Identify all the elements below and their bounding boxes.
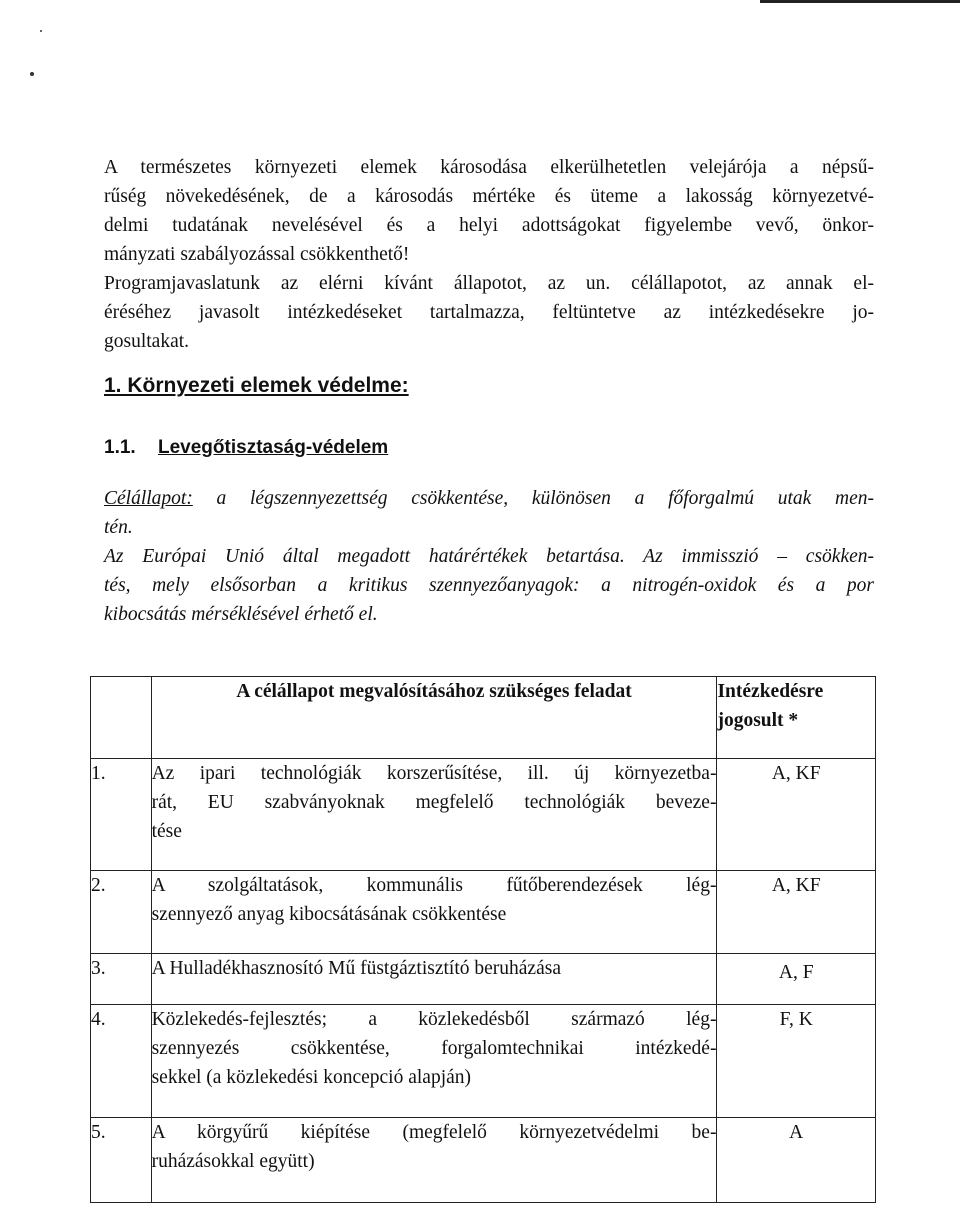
intro-line: mányzati szabályozással csökkenthető!	[104, 244, 410, 265]
task-line: Az ipari technológiák korszerűsítése, ill. új környezetba-	[151, 763, 717, 784]
task-line: A szolgáltatások, kommunális fűtőberendezések lég-	[151, 875, 717, 896]
task-line: Közlekedés-fejlesztés; a közlekedésből származó lég-	[151, 1009, 717, 1030]
goal-line: tés, mely elsősorban a kritikus szennyezőanyagok: a nitrogén-oxidok és a por	[104, 575, 874, 596]
task-line: sekkel (a közlekedési koncepció alapján)	[151, 1067, 472, 1088]
subsection-title: Levegőtisztaság-védelem	[158, 437, 389, 458]
table-header-row	[91, 677, 876, 759]
goal-paragraph	[104, 484, 874, 629]
scan-top-rule	[760, 0, 960, 3]
task-table	[90, 676, 876, 1203]
intro-line: delmi tudatának nevelésével és a helyi adottságokat figyelembe vevő, önkor-	[104, 215, 874, 236]
header-number-cell	[91, 677, 152, 759]
row-task	[151, 1118, 717, 1203]
goal-line-1	[104, 484, 874, 513]
table-row	[91, 759, 876, 871]
table-row	[91, 871, 876, 954]
intro-paragraph	[104, 153, 874, 356]
goal-line: tén.	[104, 517, 133, 538]
task-line: A Hulladékhasznosító Mű füstgáztisztító beruházása	[151, 958, 561, 979]
header-responsible-cell	[717, 677, 876, 759]
row-responsible: F, K	[717, 1005, 876, 1118]
row-number: 2.	[91, 871, 152, 954]
intro-line: gosultakat.	[104, 331, 190, 352]
header-responsible-line: jogosult *	[717, 710, 799, 731]
row-responsible: A, F	[717, 954, 876, 1005]
goal-line: kibocsátás mérséklésével érhető el.	[104, 604, 378, 625]
intro-line: Programjavaslatunk az elérni kívánt állapotot, az un. célállapotot, az annak el-	[104, 273, 874, 294]
goal-text: a légszennyezettség csökkentése, különösen a főforgalmú utak men-	[192, 488, 874, 509]
row-number: 3.	[91, 954, 152, 1005]
row-number: 5.	[91, 1118, 152, 1203]
scan-speck	[40, 30, 42, 32]
goal-line: Az Európai Unió által megadott határértékek betartása. Az immisszió – csökken-	[104, 546, 874, 567]
row-task	[151, 1005, 717, 1118]
row-task	[151, 954, 717, 1005]
table-row	[91, 1005, 876, 1118]
row-responsible: A, KF	[717, 759, 876, 871]
scan-speck	[30, 72, 34, 76]
intro-line: A természetes környezeti elemek károsodása elkerülhetetlen velejárója a népsű-	[104, 157, 874, 178]
task-line: A körgyűrű kiépítése (megfelelő környezetvédelmi be-	[151, 1122, 717, 1143]
intro-line: éréséhez javasolt intézkedéseket tartalmazza, feltüntetve az intézkedésekre jo-	[104, 302, 874, 323]
task-line: ruházásokkal együtt)	[151, 1151, 315, 1172]
row-responsible: A	[717, 1118, 876, 1203]
subsection-number: 1.1.	[104, 437, 136, 458]
task-line: szennyező anyag kibocsátásának csökkentése	[151, 904, 507, 925]
goal-label: Célállapot:	[104, 488, 193, 509]
row-number: 1.	[91, 759, 152, 871]
table-row	[91, 1118, 876, 1203]
task-line: rát, EU szabványoknak megfelelő technológiák beveze-	[151, 792, 717, 813]
row-task	[151, 871, 717, 954]
section-heading: 1. Környezeti elemek védelme:	[104, 374, 409, 397]
task-line: szennyezés csökkentése, forgalomtechnikai intézkedé-	[151, 1038, 717, 1059]
row-number: 4.	[91, 1005, 152, 1118]
table-row	[91, 954, 876, 1005]
task-line: tése	[151, 821, 182, 842]
row-task	[151, 759, 717, 871]
header-task-cell: A célállapot megvalósításához szükséges feladat	[151, 677, 717, 759]
row-responsible: A, KF	[717, 871, 876, 954]
header-responsible-line: Intézkedésre	[717, 681, 824, 702]
intro-line: rűség növekedésének, de a károsodás mértéke és üteme a lakosság környezetvé-	[104, 186, 874, 207]
